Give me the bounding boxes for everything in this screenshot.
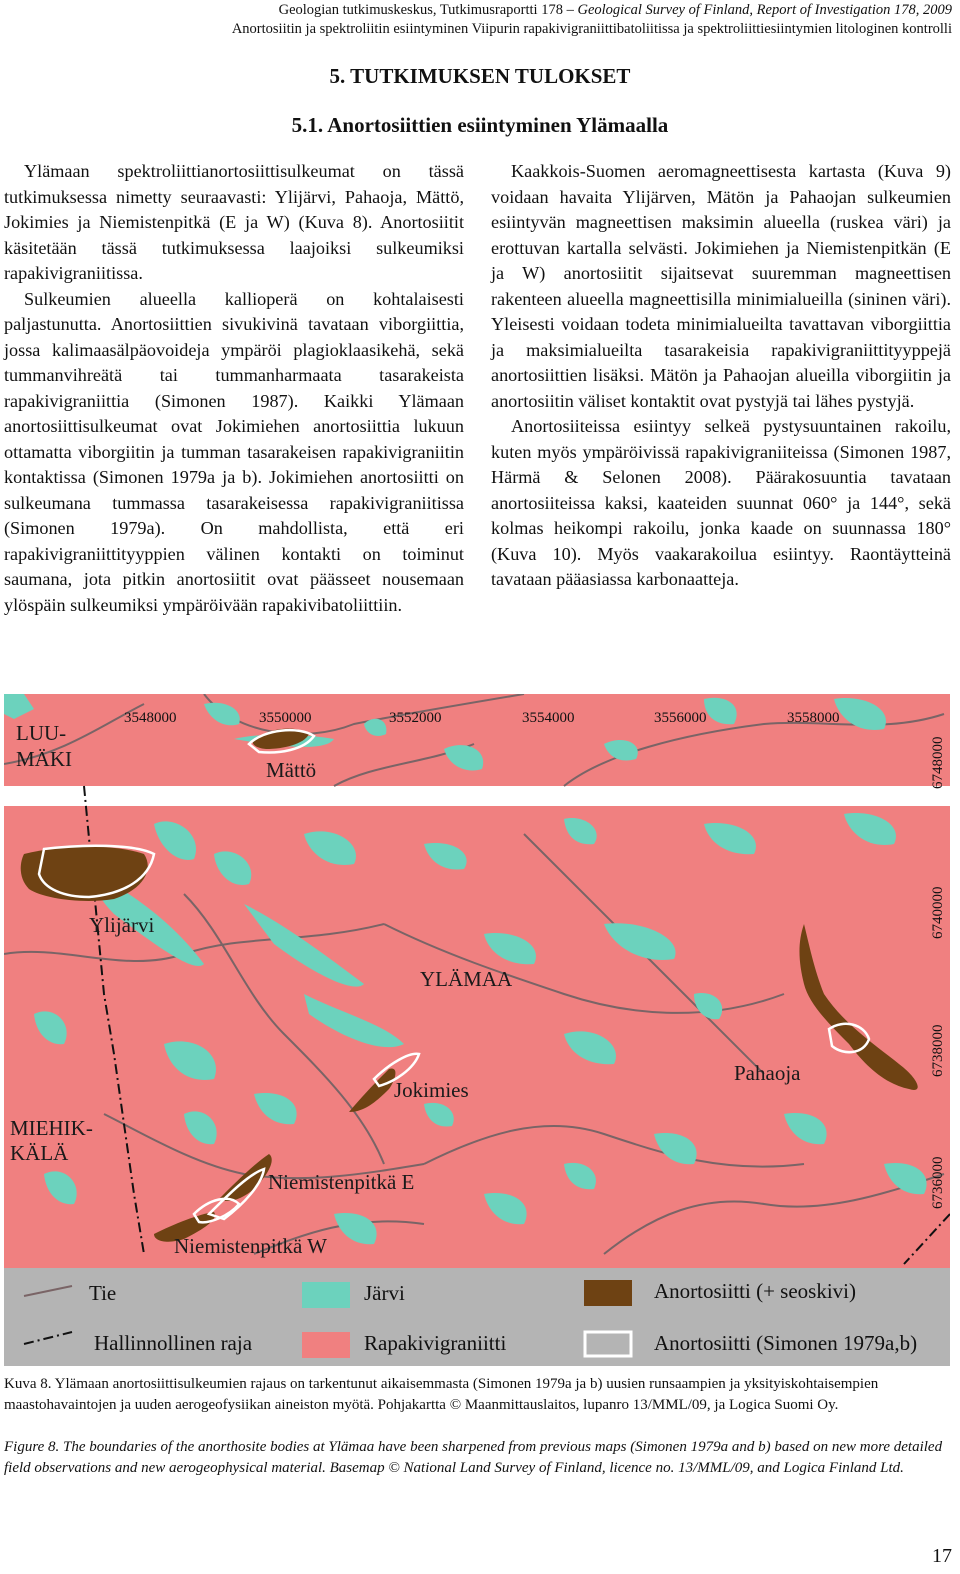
subsection-title: 5.1. Anortosiittien esiintyminen Ylämaalla bbox=[291, 113, 669, 137]
page-number: 17 bbox=[932, 1545, 952, 1567]
x-tick-label: 3558000 bbox=[787, 710, 840, 726]
legend-road-label: Tie bbox=[89, 1281, 117, 1305]
legend-anorthosite-swatch bbox=[584, 1280, 632, 1306]
place-label-pahaoja: Pahaoja bbox=[734, 1061, 801, 1085]
place-label-jokimies: Jokimies bbox=[394, 1078, 469, 1102]
y-tick-label: 6748000 bbox=[930, 736, 946, 789]
y-tick-label: 6736000 bbox=[930, 1156, 946, 1209]
place-label-niemistenpitka-w: Niemistenpitkä W bbox=[174, 1234, 327, 1258]
legend-simonen-label: Anortosiitti (Simonen 1979a,b) bbox=[654, 1331, 918, 1355]
x-tick-label: 3548000 bbox=[124, 710, 177, 726]
paragraph: Sulkeumien alueella kallioperä on kohtalaisesti paljastunutta. Anortosiittien sivukivinä tavataan viborgiittia, jossa kalimaasälpäovoideja ympäröi plagioklaasikehä, sekä tummanvihreätä tai tummanharmaata tasarakeista rapakivigraniittia (Simonen 1987). Kaikki Ylämaan anortosiittisulkeumat ovat Jokimiehen anortosiittia lukuun ottamatta viborgiitin ja tumman tasarakeisen rapakivigraniitin kontaktissa (Simonen 1979a ja b). Jokimiehen anortosiitti on sulkeumana tummassa tasarakeisessa rapakivigraniitissa (Simonen 1979a). On mahdollista, että eri rapakivigraniittityyppien välinen kontakti on toiminut saumana, jota pitkin anortosiitit ovat päässeet nousemaan ylöspäin sulkeumiksi ympäröivään rapakivibatoliittiin. bbox=[4, 288, 464, 615]
x-tick-label: 3550000 bbox=[259, 710, 312, 726]
geological-map-figure bbox=[4, 694, 950, 1366]
place-label-luumaki: LUU- bbox=[16, 721, 67, 745]
place-label-miehikkala: KÄLÄ bbox=[10, 1141, 69, 1165]
x-tick-label: 3554000 bbox=[522, 710, 575, 726]
x-tick-label: 3556000 bbox=[654, 710, 707, 726]
map-top-band-separator bbox=[4, 786, 950, 806]
legend-rapakivi-swatch bbox=[302, 1332, 350, 1358]
running-header-line2: Anortosiitin ja spektroliitin esiintyminen Viipurin rapakivigraniittibatoliitissa ja spektroliittiesiintymien litologinen kontrolli bbox=[231, 21, 952, 37]
paragraph: Anortosiiteissa esiintyy selkeä pystysuuntainen rakoilu, kuten myös ympäröivissä rapakivigraniiteissa (Simonen 1987, Härmä & Selonen 2008). Päärakosuuntia tavataan anortosiiteissa kaksi, kaateiden suunnat 060° ja 144°, sekä kolmas heikompi rakoilu, jonka kaade on suunnassa 180° (Kuva 10). Myös vaakarakoilua esiintyy. Raontäytteinä tavataan pääasiassa karbonaatteja. bbox=[491, 416, 951, 589]
y-tick-label: 6738000 bbox=[930, 1024, 946, 1077]
left-text-column bbox=[4, 159, 464, 618]
legend-lake-swatch bbox=[302, 1282, 350, 1308]
map-legend bbox=[4, 1268, 950, 1366]
paragraph: Ylämaan spektroliittianortosiittisulkeumat on tässä tutkimuksessa nimetty seuraavasti: Ylijärvi, Pahaoja, Mättö, Jokimies ja Niemistenpitkä (E ja W) (Kuva 8). Anortosiitit käsitetään tässä tutkimuksessa laajoiksi sulkeumiksi rapakivigraniitissa. bbox=[4, 161, 464, 283]
place-label-ylijarvi: Ylijärvi bbox=[89, 913, 155, 937]
legend-border-label: Hallinnollinen raja bbox=[94, 1331, 253, 1355]
legend-anorthosite-label: Anortosiitti (+ seoskivi) bbox=[654, 1279, 857, 1303]
place-label-niemistenpitka-e: Niemistenpitkä E bbox=[268, 1170, 415, 1194]
right-text-column bbox=[491, 159, 951, 593]
place-label-ylamaa: YLÄMAA bbox=[420, 967, 513, 991]
section-title: 5. TUTKIMUKSEN TULOKSET bbox=[329, 64, 631, 88]
x-tick-label: 3552000 bbox=[389, 710, 442, 726]
legend-rapakivi-label: Rapakivigraniitti bbox=[364, 1331, 507, 1355]
header-journal-en: Geological Survey of Finland, Report of Investigation 178, 2009 bbox=[577, 2, 952, 18]
paragraph: Kaakkois-Suomen aeromagneettisesta kartasta (Kuva 9) voidaan havaita Ylijärven, Mätön ja Pahaojan sulkeumien esiintyvän magneettisen maksimin alueella (ruskea väri) ja erottuvan kartalla selvästi. Jokimiehen ja Niemistenpitkän (E ja W) anortosiitit sijaitsevat suuremman magneettisen rakenteen alueella magneettisilla minimialueilla (sininen väri). Yleisesti voidaan todeta minimialueilta tavattavan viborgiittia ja maksimialueilta tasarakeisia rapakivigraniittityyppejä anortosiittien lisäksi. Mätön ja Pahaojan alueilla viborgiitin ja anortosiitin väliset kontaktit ovat pystyjä tai lähes pystyjä. bbox=[491, 161, 951, 411]
place-label-luumaki: MÄKI bbox=[16, 747, 72, 771]
legend-lake-label: Järvi bbox=[364, 1281, 405, 1305]
y-tick-label: 6740000 bbox=[930, 886, 946, 939]
figure-caption-finnish: Kuva 8. Ylämaan anortosiittisulkeumien rajaus on tarkentunut aikaisemmasta (Simonen 1979a ja b) uusien runsaampien ja yksityiskohtaisempien maastohavaintojen ja uuden aerogeofysiikan aineiston myötä. Pohjakartta © Maanmittauslaitos, lupanro 13/MML/09, ja Logica Suomi Oy. bbox=[4, 1376, 879, 1413]
running-header-line1 bbox=[279, 2, 952, 19]
figure-caption-english: Figure 8. The boundaries of the anorthosite bodies at Ylämaa have been sharpened from previous maps (Simonen 1979a and b) based on new more detailed field observations and new aerogeophysical material. Basemap © National Land Survey of Finland, licence no. 13/MML/09, and Logica Finland Ltd. bbox=[4, 1439, 943, 1476]
place-label-matto: Mättö bbox=[266, 758, 317, 782]
place-label-miehikkala: MIEHIK- bbox=[10, 1116, 93, 1140]
header-journal: Geologian tutkimuskeskus, Tutkimusraportti 178 – bbox=[278, 2, 578, 18]
